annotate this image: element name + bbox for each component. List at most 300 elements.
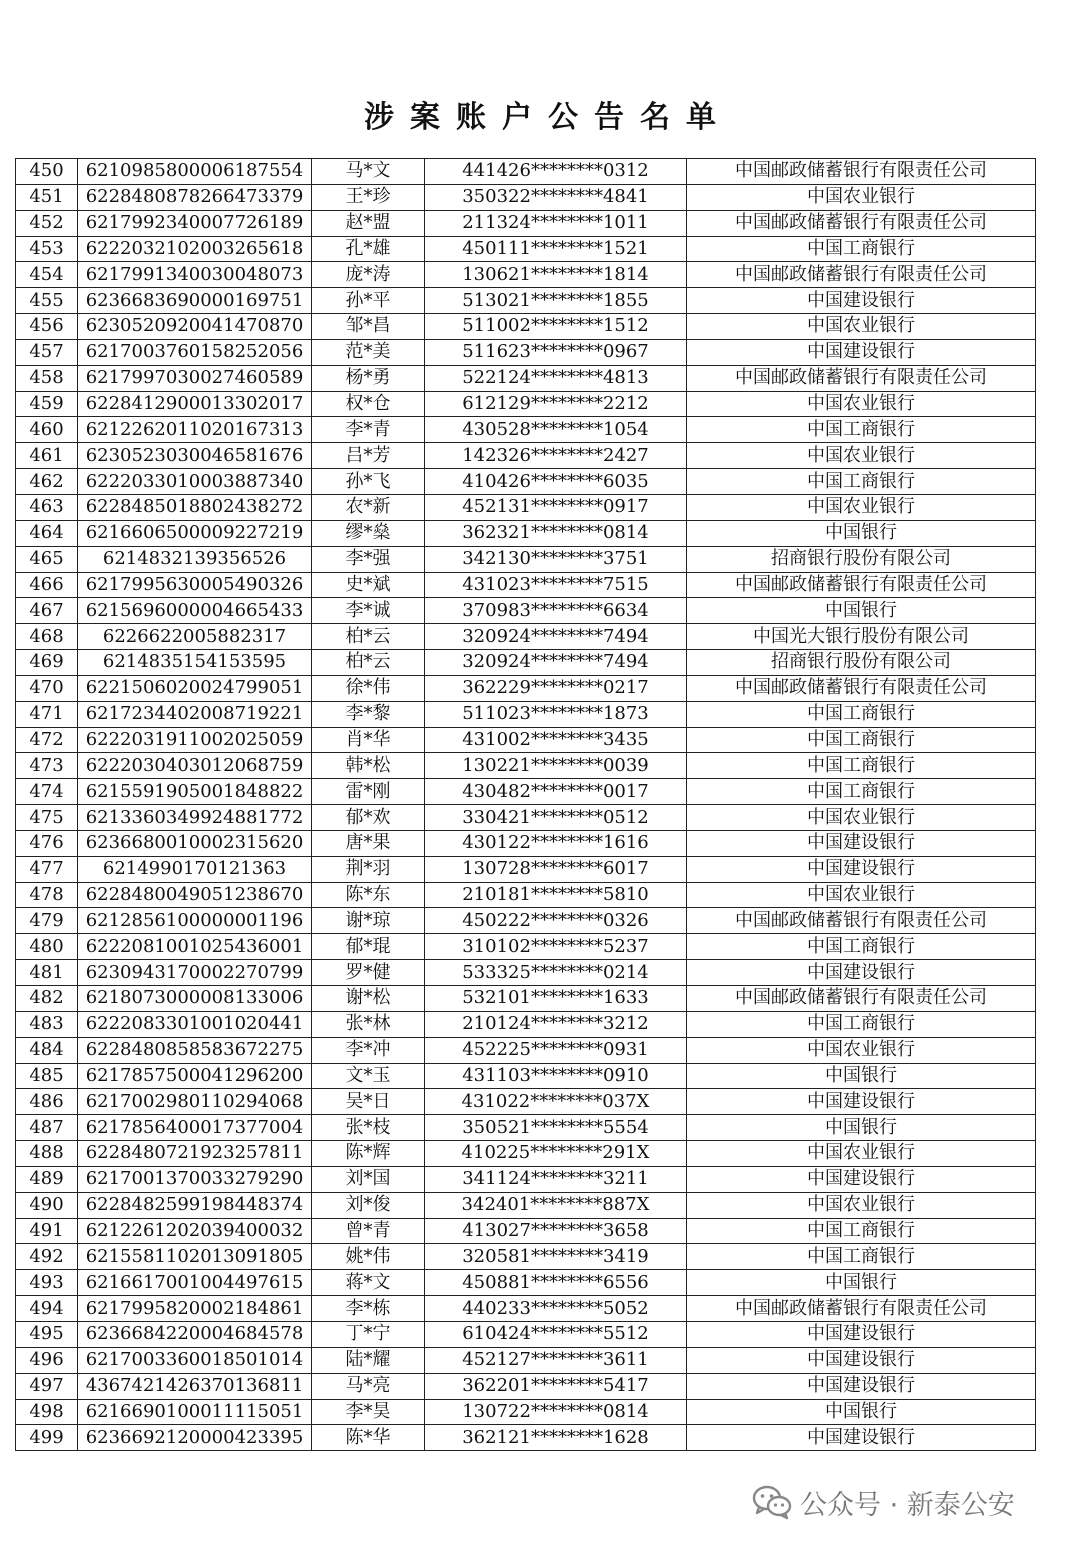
card-number-cell: 6212261202039400032 xyxy=(78,1218,312,1244)
table-row xyxy=(16,675,1036,701)
id-number-cell: 341124********3211 xyxy=(425,1166,687,1192)
account-name-cell: 柏*云 xyxy=(312,650,425,676)
account-name-cell: 范*美 xyxy=(312,339,425,365)
card-number-cell: 6228485018802438272 xyxy=(78,494,312,520)
table-row xyxy=(16,1166,1036,1192)
card-number-cell: 6212856100000001196 xyxy=(78,908,312,934)
row-number-cell: 478 xyxy=(16,882,78,908)
watermark xyxy=(752,1482,1015,1522)
account-name-cell: 谢*松 xyxy=(312,986,425,1012)
bank-name-cell: 中国农业银行 xyxy=(687,184,1036,210)
table-row xyxy=(16,469,1036,495)
card-number-cell: 6217856400017377004 xyxy=(78,1115,312,1141)
card-number-cell: 6222032102003265618 xyxy=(78,236,312,262)
bank-name-cell: 中国农业银行 xyxy=(687,1192,1036,1218)
bank-name-cell: 中国邮政储蓄银行有限责任公司 xyxy=(687,572,1036,598)
row-number-cell: 477 xyxy=(16,856,78,882)
card-number-cell: 6214832139356526 xyxy=(78,546,312,572)
card-number-cell: 6217234402008719221 xyxy=(78,701,312,727)
table-row xyxy=(16,1037,1036,1063)
account-name-cell: 丁*宁 xyxy=(312,1321,425,1347)
bank-name-cell: 中国银行 xyxy=(687,1115,1036,1141)
account-name-cell: 史*斌 xyxy=(312,572,425,598)
id-number-cell: 430122********1616 xyxy=(425,830,687,856)
id-number-cell: 450111********1521 xyxy=(425,236,687,262)
row-number-cell: 484 xyxy=(16,1037,78,1063)
account-name-cell: 陈*华 xyxy=(312,1425,425,1451)
table-row xyxy=(16,288,1036,314)
account-name-cell: 李*昊 xyxy=(312,1399,425,1425)
bank-name-cell: 中国邮政储蓄银行有限责任公司 xyxy=(687,908,1036,934)
card-number-cell: 6230943170002270799 xyxy=(78,960,312,986)
table-row xyxy=(16,1399,1036,1425)
row-number-cell: 471 xyxy=(16,701,78,727)
account-name-cell: 李*青 xyxy=(312,417,425,443)
id-number-cell: 130221********0039 xyxy=(425,753,687,779)
bank-name-cell: 中国农业银行 xyxy=(687,882,1036,908)
account-name-cell: 韩*松 xyxy=(312,753,425,779)
id-number-cell: 362201********5417 xyxy=(425,1373,687,1399)
id-number-cell: 320924********7494 xyxy=(425,624,687,650)
account-name-cell: 雷*刚 xyxy=(312,779,425,805)
table-row xyxy=(16,1347,1036,1373)
row-number-cell: 497 xyxy=(16,1373,78,1399)
id-number-cell: 431023********7515 xyxy=(425,572,687,598)
bank-name-cell: 中国工商银行 xyxy=(687,1244,1036,1270)
id-number-cell: 610424********5512 xyxy=(425,1321,687,1347)
bank-name-cell: 中国银行 xyxy=(687,1399,1036,1425)
bank-name-cell: 中国农业银行 xyxy=(687,1141,1036,1167)
row-number-cell: 483 xyxy=(16,1011,78,1037)
table-row xyxy=(16,830,1036,856)
account-name-cell: 吴*日 xyxy=(312,1089,425,1115)
row-number-cell: 490 xyxy=(16,1192,78,1218)
account-name-cell: 陈*东 xyxy=(312,882,425,908)
bank-name-cell: 中国银行 xyxy=(687,520,1036,546)
bank-name-cell: 中国农业银行 xyxy=(687,443,1036,469)
bank-name-cell: 中国银行 xyxy=(687,598,1036,624)
row-number-cell: 480 xyxy=(16,934,78,960)
row-number-cell: 476 xyxy=(16,830,78,856)
row-number-cell: 485 xyxy=(16,1063,78,1089)
table-row xyxy=(16,727,1036,753)
card-number-cell: 6217995630005490326 xyxy=(78,572,312,598)
bank-name-cell: 中国建设银行 xyxy=(687,1321,1036,1347)
id-number-cell: 440233********5052 xyxy=(425,1296,687,1322)
table-row xyxy=(16,1425,1036,1451)
row-number-cell: 475 xyxy=(16,805,78,831)
card-number-cell: 6212262011020167313 xyxy=(78,417,312,443)
account-name-cell: 郁*琨 xyxy=(312,934,425,960)
card-number-cell: 6216690100011115051 xyxy=(78,1399,312,1425)
card-number-cell: 6215591905001848822 xyxy=(78,779,312,805)
account-name-cell: 马*亮 xyxy=(312,1373,425,1399)
id-number-cell: 431002********3435 xyxy=(425,727,687,753)
row-number-cell: 466 xyxy=(16,572,78,598)
row-number-cell: 459 xyxy=(16,391,78,417)
id-number-cell: 142326********2427 xyxy=(425,443,687,469)
card-number-cell: 6236684220004684578 xyxy=(78,1321,312,1347)
row-number-cell: 451 xyxy=(16,184,78,210)
wechat-icon xyxy=(752,1484,792,1520)
card-number-cell: 6217992340007726189 xyxy=(78,210,312,236)
id-number-cell: 342130********3751 xyxy=(425,546,687,572)
row-number-cell: 493 xyxy=(16,1270,78,1296)
table-row xyxy=(16,650,1036,676)
table-row xyxy=(16,1063,1036,1089)
account-name-cell: 李*冲 xyxy=(312,1037,425,1063)
bank-name-cell: 中国工商银行 xyxy=(687,1011,1036,1037)
account-name-cell: 刘*俊 xyxy=(312,1192,425,1218)
row-number-cell: 468 xyxy=(16,624,78,650)
card-number-cell: 6214835154153595 xyxy=(78,650,312,676)
id-number-cell: 430482********0017 xyxy=(425,779,687,805)
card-number-cell: 6217857500041296200 xyxy=(78,1063,312,1089)
account-name-cell: 郁*欢 xyxy=(312,805,425,831)
account-name-cell: 邹*昌 xyxy=(312,314,425,340)
id-number-cell: 342401********887X xyxy=(425,1192,687,1218)
row-number-cell: 467 xyxy=(16,598,78,624)
table-row xyxy=(16,856,1036,882)
table-row xyxy=(16,624,1036,650)
id-number-cell: 450881********6556 xyxy=(425,1270,687,1296)
row-number-cell: 450 xyxy=(16,159,78,185)
row-number-cell: 464 xyxy=(16,520,78,546)
row-number-cell: 472 xyxy=(16,727,78,753)
account-name-cell: 陈*辉 xyxy=(312,1141,425,1167)
id-number-cell: 431022********037X xyxy=(425,1089,687,1115)
card-number-cell: 6228480878266473379 xyxy=(78,184,312,210)
row-number-cell: 482 xyxy=(16,986,78,1012)
table-row xyxy=(16,236,1036,262)
account-name-cell: 权*仓 xyxy=(312,391,425,417)
card-number-cell: 6214990170121363 xyxy=(78,856,312,882)
id-number-cell: 430528********1054 xyxy=(425,417,687,443)
bank-name-cell: 招商银行股份有限公司 xyxy=(687,650,1036,676)
bank-name-cell: 中国工商银行 xyxy=(687,417,1036,443)
account-name-cell: 肖*华 xyxy=(312,727,425,753)
row-number-cell: 457 xyxy=(16,339,78,365)
card-number-cell: 6236680010002315620 xyxy=(78,830,312,856)
card-number-cell: 6217003360018501014 xyxy=(78,1347,312,1373)
table-row xyxy=(16,598,1036,624)
card-number-cell: 6215581102013091805 xyxy=(78,1244,312,1270)
table-row xyxy=(16,1192,1036,1218)
card-number-cell: 6217003760158252056 xyxy=(78,339,312,365)
id-number-cell: 320924********7494 xyxy=(425,650,687,676)
row-number-cell: 455 xyxy=(16,288,78,314)
table-row xyxy=(16,159,1036,185)
id-number-cell: 511023********1873 xyxy=(425,701,687,727)
table-row xyxy=(16,1011,1036,1037)
card-number-cell: 6218073000008133006 xyxy=(78,986,312,1012)
card-number-cell: 6210985800006187554 xyxy=(78,159,312,185)
table-row xyxy=(16,882,1036,908)
account-name-cell: 李*栋 xyxy=(312,1296,425,1322)
card-number-cell: 6222081001025436001 xyxy=(78,934,312,960)
table-row xyxy=(16,960,1036,986)
watermark-text: 公众号 · 新泰公安 xyxy=(800,1489,1015,1521)
bank-name-cell: 中国建设银行 xyxy=(687,339,1036,365)
row-number-cell: 453 xyxy=(16,236,78,262)
account-name-cell: 徐*伟 xyxy=(312,675,425,701)
row-number-cell: 454 xyxy=(16,262,78,288)
table-row xyxy=(16,1373,1036,1399)
account-name-cell: 荆*羽 xyxy=(312,856,425,882)
id-number-cell: 511002********1512 xyxy=(425,314,687,340)
account-name-cell: 赵*盟 xyxy=(312,210,425,236)
row-number-cell: 474 xyxy=(16,779,78,805)
card-number-cell: 6228482599198448374 xyxy=(78,1192,312,1218)
account-name-cell: 陆*耀 xyxy=(312,1347,425,1373)
bank-name-cell: 中国建设银行 xyxy=(687,1425,1036,1451)
id-number-cell: 362121********1628 xyxy=(425,1425,687,1451)
table-row xyxy=(16,986,1036,1012)
table-row xyxy=(16,443,1036,469)
table-row xyxy=(16,365,1036,391)
id-number-cell: 612129********2212 xyxy=(425,391,687,417)
card-number-cell: 6217997030027460589 xyxy=(78,365,312,391)
id-number-cell: 413027********3658 xyxy=(425,1218,687,1244)
id-number-cell: 350322********4841 xyxy=(425,184,687,210)
bank-name-cell: 中国工商银行 xyxy=(687,753,1036,779)
table-row xyxy=(16,520,1036,546)
table-row xyxy=(16,184,1036,210)
id-number-cell: 452127********3611 xyxy=(425,1347,687,1373)
bank-name-cell: 中国邮政储蓄银行有限责任公司 xyxy=(687,262,1036,288)
bank-name-cell: 中国工商银行 xyxy=(687,701,1036,727)
table-row xyxy=(16,1141,1036,1167)
row-number-cell: 461 xyxy=(16,443,78,469)
account-name-cell: 刘*国 xyxy=(312,1166,425,1192)
row-number-cell: 479 xyxy=(16,908,78,934)
row-number-cell: 489 xyxy=(16,1166,78,1192)
card-number-cell: 6236692120000423395 xyxy=(78,1425,312,1451)
bank-name-cell: 中国建设银行 xyxy=(687,856,1036,882)
account-name-cell: 张*枝 xyxy=(312,1115,425,1141)
table-row xyxy=(16,1296,1036,1322)
table-row xyxy=(16,262,1036,288)
table-row xyxy=(16,417,1036,443)
table-row xyxy=(16,546,1036,572)
id-number-cell: 210124********3212 xyxy=(425,1011,687,1037)
id-number-cell: 330421********0512 xyxy=(425,805,687,831)
card-number-cell: 4367421426370136811 xyxy=(78,1373,312,1399)
bank-name-cell: 中国农业银行 xyxy=(687,391,1036,417)
card-number-cell: 6228412900013302017 xyxy=(78,391,312,417)
id-number-cell: 441426********0312 xyxy=(425,159,687,185)
account-name-cell: 唐*果 xyxy=(312,830,425,856)
account-name-cell: 马*文 xyxy=(312,159,425,185)
bank-name-cell: 中国农业银行 xyxy=(687,314,1036,340)
account-name-cell: 曾*青 xyxy=(312,1218,425,1244)
id-number-cell: 450222********0326 xyxy=(425,908,687,934)
row-number-cell: 458 xyxy=(16,365,78,391)
id-number-cell: 431103********0910 xyxy=(425,1063,687,1089)
table-row xyxy=(16,210,1036,236)
bank-name-cell: 中国工商银行 xyxy=(687,934,1036,960)
account-name-cell: 缪*燊 xyxy=(312,520,425,546)
table-row xyxy=(16,1218,1036,1244)
row-number-cell: 494 xyxy=(16,1296,78,1322)
card-number-cell: 6216606500009227219 xyxy=(78,520,312,546)
row-number-cell: 487 xyxy=(16,1115,78,1141)
bank-name-cell: 中国工商银行 xyxy=(687,1218,1036,1244)
table-row xyxy=(16,391,1036,417)
row-number-cell: 469 xyxy=(16,650,78,676)
table-row xyxy=(16,494,1036,520)
account-name-cell: 庞*涛 xyxy=(312,262,425,288)
card-number-cell: 6222083301001020441 xyxy=(78,1011,312,1037)
row-number-cell: 492 xyxy=(16,1244,78,1270)
bank-name-cell: 中国银行 xyxy=(687,1270,1036,1296)
account-name-cell: 罗*健 xyxy=(312,960,425,986)
id-number-cell: 511623********0967 xyxy=(425,339,687,365)
table-row xyxy=(16,753,1036,779)
bank-name-cell: 中国工商银行 xyxy=(687,727,1036,753)
table-row xyxy=(16,314,1036,340)
account-name-cell: 李*黎 xyxy=(312,701,425,727)
row-number-cell: 491 xyxy=(16,1218,78,1244)
id-number-cell: 130722********0814 xyxy=(425,1399,687,1425)
id-number-cell: 410426********6035 xyxy=(425,469,687,495)
row-number-cell: 488 xyxy=(16,1141,78,1167)
row-number-cell: 460 xyxy=(16,417,78,443)
card-number-cell: 6226622005882317 xyxy=(78,624,312,650)
id-number-cell: 370983********6634 xyxy=(425,598,687,624)
row-number-cell: 470 xyxy=(16,675,78,701)
row-number-cell: 498 xyxy=(16,1399,78,1425)
id-number-cell: 362229********0217 xyxy=(425,675,687,701)
account-name-cell: 杨*勇 xyxy=(312,365,425,391)
table-row xyxy=(16,805,1036,831)
id-number-cell: 362321********0814 xyxy=(425,520,687,546)
bank-name-cell: 中国建设银行 xyxy=(687,1166,1036,1192)
bank-name-cell: 中国邮政储蓄银行有限责任公司 xyxy=(687,675,1036,701)
id-number-cell: 533325********0214 xyxy=(425,960,687,986)
card-number-cell: 6222033010003887340 xyxy=(78,469,312,495)
bank-name-cell: 中国农业银行 xyxy=(687,494,1036,520)
card-number-cell: 6217995820002184861 xyxy=(78,1296,312,1322)
card-number-cell: 6230523030046581676 xyxy=(78,443,312,469)
row-number-cell: 496 xyxy=(16,1347,78,1373)
bank-name-cell: 中国工商银行 xyxy=(687,236,1036,262)
card-number-cell: 6222031911002025059 xyxy=(78,727,312,753)
id-number-cell: 410225********291X xyxy=(425,1141,687,1167)
table-row xyxy=(16,572,1036,598)
table-row xyxy=(16,908,1036,934)
account-name-cell: 李*诚 xyxy=(312,598,425,624)
account-name-cell: 文*玉 xyxy=(312,1063,425,1089)
card-number-cell: 6215696000004665433 xyxy=(78,598,312,624)
table-row xyxy=(16,1115,1036,1141)
row-number-cell: 486 xyxy=(16,1089,78,1115)
row-number-cell: 452 xyxy=(16,210,78,236)
card-number-cell: 6217001370033279290 xyxy=(78,1166,312,1192)
table-row xyxy=(16,1321,1036,1347)
account-name-cell: 蒋*文 xyxy=(312,1270,425,1296)
bank-name-cell: 中国邮政储蓄银行有限责任公司 xyxy=(687,1296,1036,1322)
account-name-cell: 谢*琼 xyxy=(312,908,425,934)
card-number-cell: 6228480858583672275 xyxy=(78,1037,312,1063)
id-number-cell: 320581********3419 xyxy=(425,1244,687,1270)
card-number-cell: 6217991340030048073 xyxy=(78,262,312,288)
account-name-cell: 农*新 xyxy=(312,494,425,520)
bank-name-cell: 中国工商银行 xyxy=(687,779,1036,805)
row-number-cell: 456 xyxy=(16,314,78,340)
accounts-table xyxy=(15,158,1036,1451)
bank-name-cell: 中国农业银行 xyxy=(687,805,1036,831)
bank-name-cell: 中国建设银行 xyxy=(687,1373,1036,1399)
id-number-cell: 310102********5237 xyxy=(425,934,687,960)
account-name-cell: 孙*平 xyxy=(312,288,425,314)
card-number-cell: 6216617001004497615 xyxy=(78,1270,312,1296)
card-number-cell: 6230520920041470870 xyxy=(78,314,312,340)
id-number-cell: 532101********1633 xyxy=(425,986,687,1012)
account-name-cell: 孔*雄 xyxy=(312,236,425,262)
card-number-cell: 6213360349924881772 xyxy=(78,805,312,831)
table-row xyxy=(16,1244,1036,1270)
bank-name-cell: 中国农业银行 xyxy=(687,1037,1036,1063)
row-number-cell: 481 xyxy=(16,960,78,986)
table-row xyxy=(16,1270,1036,1296)
bank-name-cell: 中国工商银行 xyxy=(687,469,1036,495)
id-number-cell: 210181********5810 xyxy=(425,882,687,908)
bank-name-cell: 中国光大银行股份有限公司 xyxy=(687,624,1036,650)
id-number-cell: 211324********1011 xyxy=(425,210,687,236)
bank-name-cell: 中国建设银行 xyxy=(687,288,1036,314)
id-number-cell: 130621********1814 xyxy=(425,262,687,288)
row-number-cell: 495 xyxy=(16,1321,78,1347)
row-number-cell: 463 xyxy=(16,494,78,520)
bank-name-cell: 中国邮政储蓄银行有限责任公司 xyxy=(687,986,1036,1012)
card-number-cell: 6217002980110294068 xyxy=(78,1089,312,1115)
card-number-cell: 6228480721923257811 xyxy=(78,1141,312,1167)
row-number-cell: 473 xyxy=(16,753,78,779)
account-name-cell: 王*珍 xyxy=(312,184,425,210)
account-name-cell: 吕*芳 xyxy=(312,443,425,469)
account-name-cell: 柏*云 xyxy=(312,624,425,650)
row-number-cell: 499 xyxy=(16,1425,78,1451)
table-body xyxy=(16,159,1036,1451)
table-row xyxy=(16,779,1036,805)
id-number-cell: 522124********4813 xyxy=(425,365,687,391)
id-number-cell: 452131********0917 xyxy=(425,494,687,520)
bank-name-cell: 中国邮政储蓄银行有限责任公司 xyxy=(687,210,1036,236)
bank-name-cell: 中国建设银行 xyxy=(687,1347,1036,1373)
card-number-cell: 6236683690000169751 xyxy=(78,288,312,314)
bank-name-cell: 中国建设银行 xyxy=(687,830,1036,856)
bank-name-cell: 中国建设银行 xyxy=(687,960,1036,986)
bank-name-cell: 中国建设银行 xyxy=(687,1089,1036,1115)
account-name-cell: 李*强 xyxy=(312,546,425,572)
bank-name-cell: 中国邮政储蓄银行有限责任公司 xyxy=(687,159,1036,185)
row-number-cell: 465 xyxy=(16,546,78,572)
account-name-cell: 姚*伟 xyxy=(312,1244,425,1270)
table-row xyxy=(16,701,1036,727)
card-number-cell: 6228480049051238670 xyxy=(78,882,312,908)
page-title: 涉案账户公告名单 xyxy=(364,100,732,135)
id-number-cell: 350521********5554 xyxy=(425,1115,687,1141)
table-row xyxy=(16,339,1036,365)
card-number-cell: 6222030403012068759 xyxy=(78,753,312,779)
id-number-cell: 513021********1855 xyxy=(425,288,687,314)
card-number-cell: 6221506020024799051 xyxy=(78,675,312,701)
row-number-cell: 462 xyxy=(16,469,78,495)
id-number-cell: 452225********0931 xyxy=(425,1037,687,1063)
bank-name-cell: 中国银行 xyxy=(687,1063,1036,1089)
account-name-cell: 张*林 xyxy=(312,1011,425,1037)
